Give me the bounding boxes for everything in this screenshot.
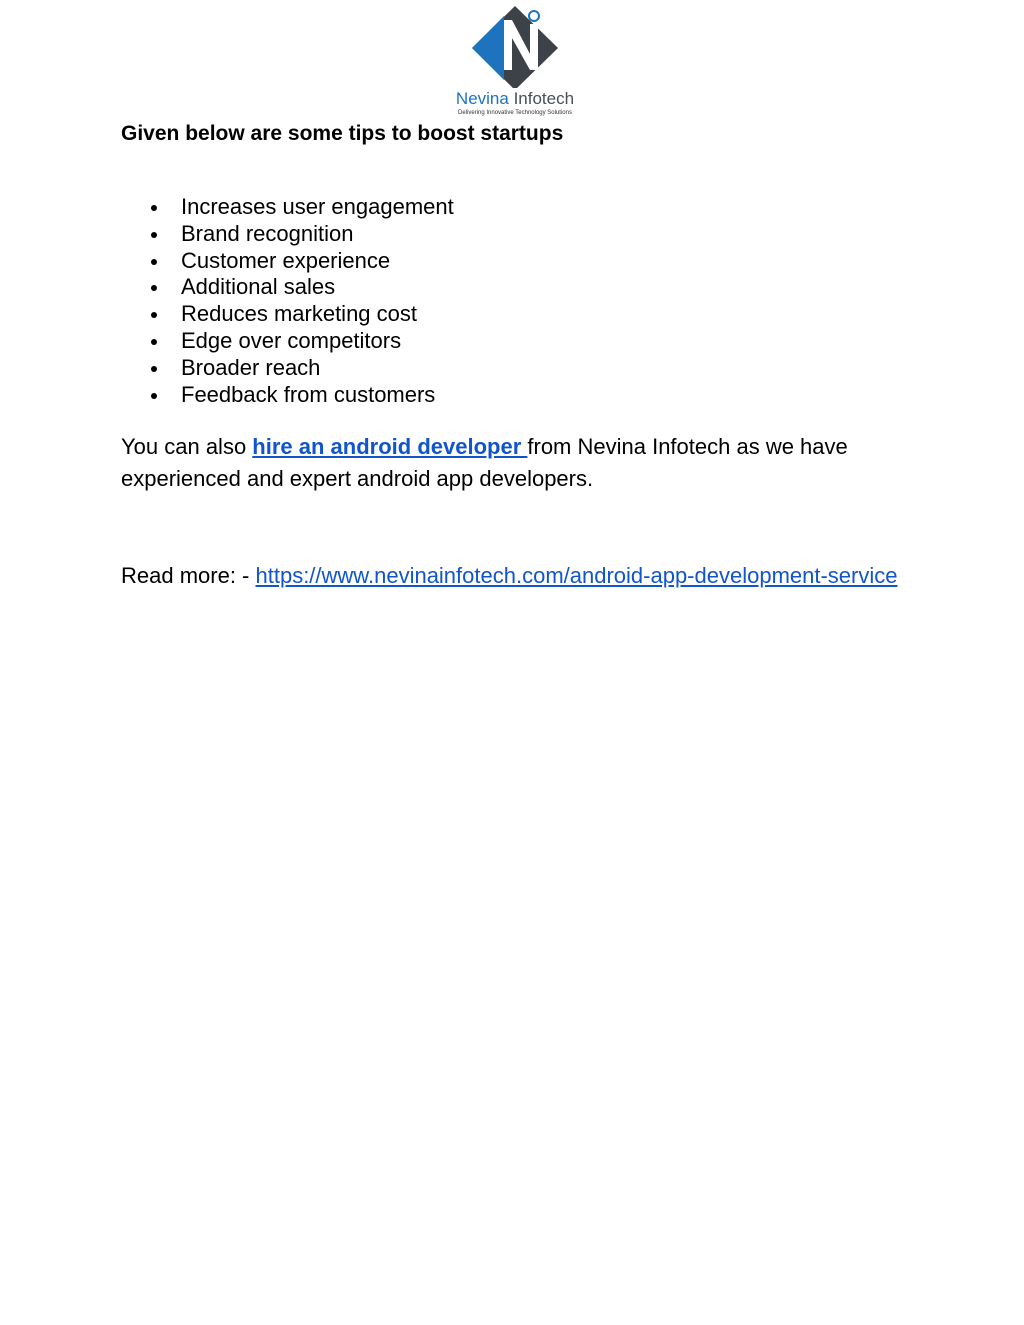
logo-name-part1: Nevina (455, 89, 509, 108)
hire-android-developer-link[interactable]: hire an android developer (252, 434, 528, 459)
tip-text: Customer experience (181, 247, 391, 273)
list-item (121, 221, 454, 248)
tip-text: Feedback from customers (181, 381, 436, 407)
para-text-before: You can also (121, 434, 253, 459)
hire-paragraph (121, 431, 911, 495)
logo-tagline: Delivering Innovative Technology Solutions (458, 110, 572, 116)
list-item (121, 355, 454, 382)
list-item (121, 274, 454, 301)
bullet-icon (151, 259, 157, 265)
list-item (121, 194, 454, 221)
read-more-label: Read more: - (121, 563, 256, 588)
read-more-url-link[interactable]: https://www.nevinainfotech.com/android-app-development-service (255, 563, 898, 588)
bullet-icon (151, 232, 157, 238)
list-item (121, 248, 454, 275)
list-item (121, 301, 454, 328)
bullet-icon (151, 339, 157, 345)
tip-text: Reduces marketing cost (181, 301, 417, 327)
nevina-logo-icon (468, 6, 562, 88)
bullet-icon (151, 205, 157, 211)
list-item (121, 382, 454, 409)
logo-wordmark (440, 90, 590, 108)
logo-name-part2: Infotech (513, 89, 575, 108)
read-more-line (121, 560, 911, 592)
tip-text: Additional sales (181, 274, 336, 300)
bullet-icon (151, 285, 157, 291)
page-heading: Given below are some tips to boost startups (121, 122, 564, 145)
tip-text: Edge over competitors (181, 327, 402, 353)
tip-text: Brand recognition (181, 220, 354, 246)
tips-list (121, 194, 454, 408)
company-logo (440, 6, 590, 118)
list-item (121, 328, 454, 355)
tip-text: Increases user engagement (181, 194, 454, 219)
bullet-icon (151, 393, 157, 399)
tip-text: Broader reach (181, 354, 321, 380)
bullet-icon (151, 366, 157, 372)
bullet-icon (151, 312, 157, 318)
para-text-after: from Nevina Infotech as we have experienced and expert android app developers. (121, 434, 848, 491)
